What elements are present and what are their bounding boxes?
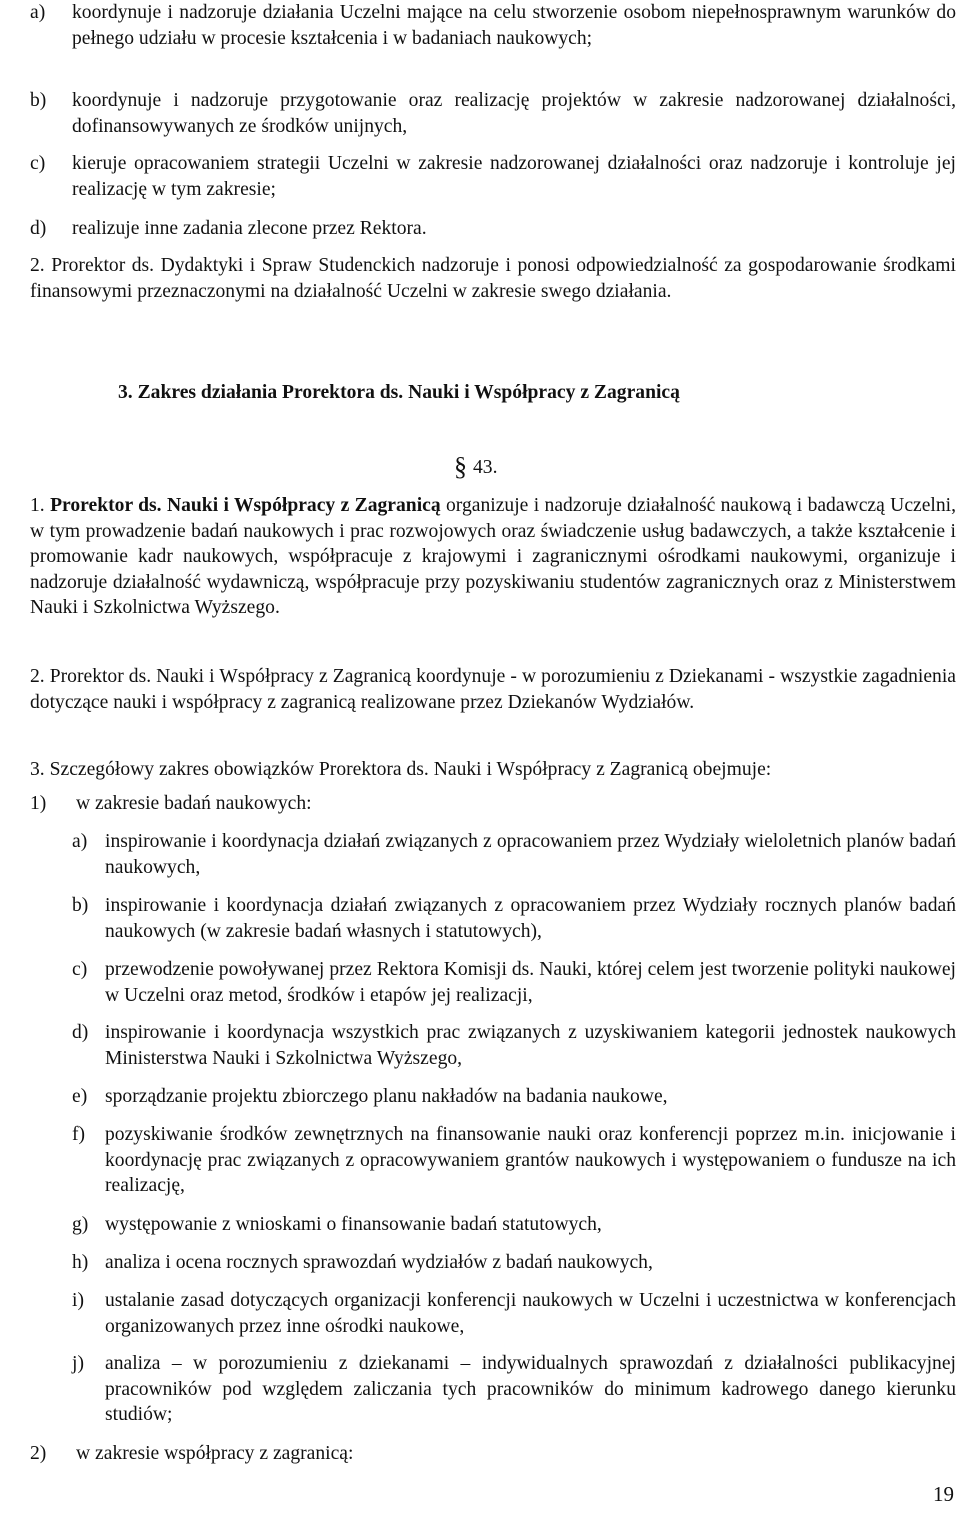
paragraph-symbol: § [454,452,467,481]
paragraph-text [30,493,956,621]
numbered-paragraph [30,664,956,715]
list-item-text: pozyskiwanie środków zewnętrznych na finansowanie nauki oraz konferencji poprzez m.in. inicjowanie i koordynację prac związanych z opracowywaniem grantów naukowych i występowaniem o fundusze na ich realizację, [105,1124,956,1196]
list-item-label: f) [72,1124,86,1145]
list-item-label: c) [30,153,46,174]
sub-list-item [72,829,956,880]
paragraph-rest: organizuje i nadzoruje działalność naukową i badawczą Uczelni, w tym prowadzenie badań naukowych i prac rozwojowych oraz świadczenie usług badawczych, a także kształcenie i promowanie kadr naukowych, współpracuje z krajowymi i zagranicznymi ośrodkami naukowymi, organizuje i nadzoruje działalność wydawniczą, współpracuje przy pozyskiwaniu studentów zagranicznych oraz z Ministerstwem Nauki i Szkolnictwa Wyższego. [30,495,956,618]
list-item-text: realizuje inne zadania zlecone przez Rektora. [72,218,427,239]
sub-list-item [72,1351,956,1428]
list-item-text: sporządzanie projektu zbiorczego planu nakładów na badania naukowe, [105,1086,668,1107]
list-item-text: inspirowanie i koordynacja działań związanych z opracowaniem przez Wydziały rocznych planów badań naukowych (w zakresie badań własnych i statutowych), [105,895,956,942]
sub-list-item [72,1250,956,1276]
list-item [30,0,956,51]
list-item-label: e) [72,1086,88,1107]
list-item-text: ustalanie zasad dotyczących organizacji konferencji naukowych w Uczelni i uczestnictwa w konferencjach organizowanych przez inne ośrodki naukowe, [105,1290,956,1337]
list-item-label: 1) [30,793,47,814]
list-item-label: d) [30,218,47,239]
sub-list-item [72,1122,956,1199]
paragraph-text: 2. Prorektor ds. Nauki i Współpracy z Zagranicą koordynuje - w porozumieniu z Dziekanami - wszystkie zagadnienia dotyczące nauki i współpracy z zagranicą realizowane przez Dziekanów Wydziałów. [30,666,956,713]
list-item-text: przewodzenie powoływanej przez Rektora Komisji ds. Nauki, której celem jest tworzenie polityki naukowej w Uczelni oraz metod, środków i etapów jej realizacji, [105,959,956,1006]
paragraph-bold-subject: Prorektor ds. Nauki i Współpracy z Zagranicą [50,495,441,516]
list-item-label: 2) [30,1443,47,1464]
paragraph-text: 3. Szczegółowy zakres obowiązków Prorektora ds. Nauki i Współpracy z Zagranicą obejmuje: [30,759,772,780]
list-item-text: koordynuje i nadzoruje przygotowanie oraz realizację projektów w zakresie nadzorowanej działalności, dofinansowywanych ze środków unijnych, [72,90,956,137]
list-item-label: a) [30,2,46,23]
sub-list-item [72,1212,956,1238]
list-item-text: w zakresie badań naukowych: [76,793,312,814]
list-item-text: kieruje opracowaniem strategii Uczelni w zakresie nadzorowanej działalności oraz nadzoruje i kontroluje jej realizację w tym zakresie; [72,153,956,200]
list-item-label: b) [30,90,47,111]
sub-list-item [72,1288,956,1339]
section-heading: 3. Zakres działania Prorektora ds. Nauki i Współpracy z Zagranicą [118,382,680,403]
list-item-label: i) [72,1290,84,1311]
list-item-label: h) [72,1252,89,1273]
list-item [30,791,956,817]
paragraph-num: 1. [30,495,45,516]
paragraph-number-value: 43. [473,457,498,478]
paragraph-number [454,454,498,481]
sub-list-item [72,957,956,1008]
sub-list-item [72,893,956,944]
list-item-label: a) [72,831,88,852]
list-item [30,151,956,202]
sub-list-item [72,1020,956,1071]
sub-list-item [72,1084,956,1110]
list-item-label: g) [72,1214,89,1235]
list-item-text: inspirowanie i koordynacja działań związanych z opracowaniem przez Wydziały wieloletnich planów badań naukowych, [105,831,956,878]
numbered-paragraph [30,253,956,304]
numbered-paragraph [30,757,956,783]
list-item [30,1441,956,1467]
list-item-text: koordynuje i nadzoruje działania Uczelni mające na celu stworzenie osobom niepełnosprawnym warunków do pełnego udziału w procesie kształcenia i w badaniach naukowych; [72,2,956,49]
list-item-label: d) [72,1022,89,1043]
list-item-text: analiza – w porozumieniu z dziekanami – indywidualnych sprawozdań z działalności publikacyjnej pracowników pod względem zaliczania tych pracowników do minimum kadrowego danego kierunku studiów; [105,1353,956,1425]
list-item-label: c) [72,959,88,980]
list-item-label: b) [72,895,89,916]
list-item-text: występowanie z wnioskami o finansowanie badań statutowych, [105,1214,602,1235]
paragraph-text: 2. Prorektor ds. Dydaktyki i Spraw Studenckich nadzoruje i ponosi odpowiedzialność za gospodarowanie środkami finansowymi przeznaczonymi na działalność Uczelni w zakresie swego działania. [30,255,956,302]
list-item [30,216,956,242]
list-item-text: analiza i ocena rocznych sprawozdań wydziałów z badań naukowych, [105,1252,653,1273]
list-item [30,88,956,139]
list-item-text: w zakresie współpracy z zagranicą: [76,1443,354,1464]
list-item-label: j) [72,1353,84,1374]
list-item-text: inspirowanie i koordynacja wszystkich prac związanych z uzyskiwaniem kategorii jednostek naukowych Ministerstwa Nauki i Szkolnictwa Wyższego, [105,1022,956,1069]
numbered-paragraph [30,493,956,621]
page-number: 19 [933,1481,954,1506]
